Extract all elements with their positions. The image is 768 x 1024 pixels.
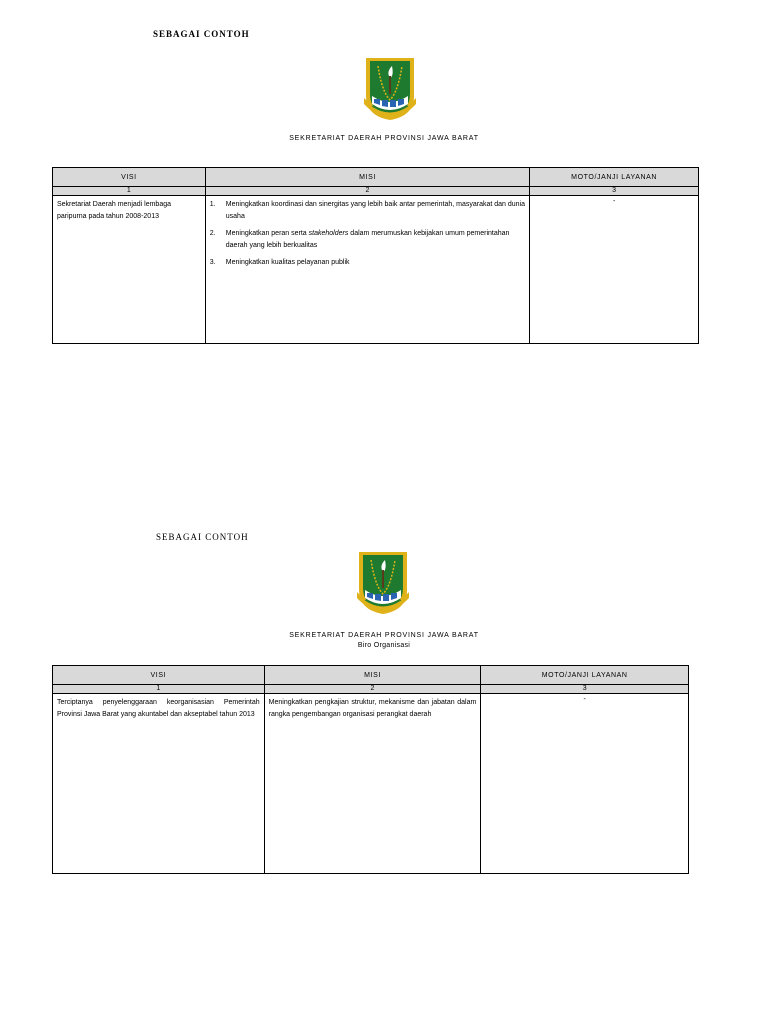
section-label: SEBAGAI CONTOH	[153, 29, 250, 39]
misi-item-emphasis: stakeholders	[308, 230, 349, 237]
misi-item-text	[226, 228, 525, 252]
org-subtitle: Biro Organisasi	[357, 642, 411, 649]
column-header-moto: MOTO/JANJI LAYANAN	[481, 666, 689, 685]
west-java-crest-icon	[353, 546, 413, 621]
org-title: SEKRETARIAT DAERAH PROVINSI JAWA BARAT	[289, 632, 479, 639]
misi-item-text-part: Meningkatkan peran serta	[225, 230, 309, 237]
visi-misi-table	[52, 167, 699, 344]
column-number: 2	[205, 187, 529, 196]
misi-item-number: 3.	[209, 259, 216, 266]
misi-list	[210, 199, 525, 269]
misi-cell	[205, 196, 529, 344]
west-java-crest-icon	[360, 52, 420, 127]
column-number: 3	[481, 685, 689, 694]
column-header-visi: VISI	[53, 666, 265, 685]
org-title: SEKRETARIAT DAERAH PROVINSI JAWA BARAT	[289, 135, 479, 142]
column-number: 2	[264, 685, 481, 694]
visi-text: Terciptanya penyelenggaraan keorganisasian Pemerintah Provinsi Jawa Barat yang akuntabel dan akseptabel tahun 2013	[57, 699, 260, 718]
visi-misi-table	[52, 665, 689, 874]
visi-cell	[53, 196, 206, 344]
column-number: 3	[530, 187, 699, 196]
misi-item	[210, 228, 525, 252]
moto-cell	[530, 196, 699, 344]
section-label: SEBAGAI CONTOH	[156, 532, 249, 542]
column-header-misi: MISI	[264, 666, 481, 685]
column-number: 1	[53, 187, 206, 196]
column-header-misi: MISI	[205, 168, 529, 187]
column-header-visi: VISI	[53, 168, 206, 187]
misi-item-text: Meningkatkan kualitas pelayanan publik	[225, 259, 350, 266]
misi-item-number: 1.	[209, 201, 216, 208]
misi-item-text: Meningkatkan koordinasi dan sinergitas yang lebih baik antar pemerintah, masyarakat dan dunia usaha	[225, 201, 526, 220]
misi-item	[210, 199, 525, 223]
misi-cell	[264, 694, 481, 874]
misi-text: Meningkatkan pengkajian struktur, mekanisme dan jabatan dalam rangka pengembangan organisasi perangkat daerah	[268, 699, 477, 718]
visi-text: Sekretariat Daerah menjadi lembaga paripurna pada tahun 2008-2013	[57, 201, 172, 220]
misi-item-text-part: dalam merumuskan kebijakan umum pemerintahan daerah yang lebih berkualitas	[225, 230, 510, 249]
visi-cell	[53, 694, 265, 874]
moto-cell	[481, 694, 689, 874]
column-header-moto: MOTO/JANJI LAYANAN	[530, 168, 699, 187]
moto-text: -	[612, 198, 616, 205]
moto-text: -	[583, 696, 586, 703]
column-number: 1	[53, 685, 265, 694]
misi-item-number: 2.	[209, 230, 216, 237]
misi-item	[210, 257, 525, 269]
